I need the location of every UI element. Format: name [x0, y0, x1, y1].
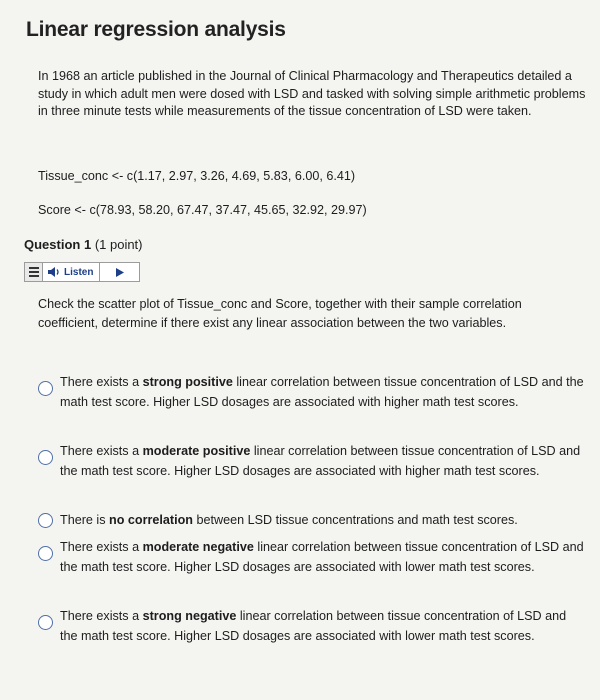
option-text-end: linear correlation between tissue concentration of LSD and the math test score. Higher LSD dosages are associated with lower math test scores.: [60, 540, 584, 574]
option-emphasis: strong positive: [142, 375, 233, 389]
play-button[interactable]: [100, 268, 139, 277]
option-text-start: There exists a: [60, 444, 143, 458]
tissue-conc-line: Tissue_conc <- c(1.17, 2.97, 3.26, 4.69, 5.83, 6.00, 6.41): [38, 169, 356, 183]
option-text-start: There exists a: [60, 540, 143, 554]
option-text: [60, 372, 586, 412]
page-title: Linear regression analysis: [26, 18, 286, 41]
answer-option[interactable]: [38, 441, 586, 481]
answer-option[interactable]: [38, 537, 586, 577]
option-text-start: There exists a: [60, 609, 143, 623]
listen-toolbar: [24, 262, 140, 282]
radio-button[interactable]: [38, 513, 53, 528]
option-text-end: between LSD tissue concentrations and math test scores.: [192, 513, 518, 527]
listen-button[interactable]: [43, 263, 100, 281]
option-text-start: There exists a: [60, 375, 143, 389]
option-emphasis: moderate positive: [142, 444, 251, 458]
option-text: [60, 606, 586, 646]
option-emphasis: moderate negative: [142, 540, 254, 554]
option-text: [60, 537, 586, 577]
question-prompt: Check the scatter plot of Tissue_conc and Score, together with their sample correlation coefficient, determine if there exist any linear association between the two variables.: [38, 297, 522, 330]
question-label: Question 1: [24, 237, 92, 252]
play-icon: [116, 268, 124, 277]
option-emphasis: strong negative: [142, 609, 237, 623]
option-text-end: linear correlation between tissue concentration of LSD and the math test score. Higher LSD dosages are associated with lower math test scores.: [60, 609, 567, 643]
radio-button[interactable]: [38, 381, 53, 396]
answer-option[interactable]: [38, 606, 586, 646]
option-emphasis: no correlation: [109, 513, 193, 527]
question-header: [24, 237, 143, 252]
answer-option[interactable]: [38, 372, 586, 412]
listen-label: Listen: [64, 266, 94, 278]
option-text-end: linear correlation between tissue concentration of LSD and the math test score. Higher LSD dosages are associated with higher math test scores.: [60, 444, 581, 478]
option-text-start: There is: [60, 513, 109, 527]
speaker-icon: [48, 267, 61, 277]
radio-button[interactable]: [38, 450, 53, 465]
answer-option[interactable]: [38, 510, 586, 530]
score-line: Score <- c(78.93, 58.20, 67.47, 37.47, 45.65, 32.92, 29.97): [38, 203, 367, 217]
question-points: (1 point): [94, 237, 143, 252]
menu-icon[interactable]: [25, 263, 43, 281]
radio-button[interactable]: [38, 615, 53, 630]
option-text-end: linear correlation between tissue concentration of LSD and the math test score. Higher LSD dosages are associated with higher math test scores.: [60, 375, 584, 409]
option-text: [60, 510, 518, 530]
radio-button[interactable]: [38, 546, 53, 561]
option-text: [60, 441, 586, 481]
intro-paragraph: In 1968 an article published in the Journal of Clinical Pharmacology and Therapeutics detailed a study in which adult men were dosed with LSD and tasked with solving simple arithmetic problems in three minute tests while measurements of the tissue concentration of LSD were taken.: [38, 69, 586, 118]
